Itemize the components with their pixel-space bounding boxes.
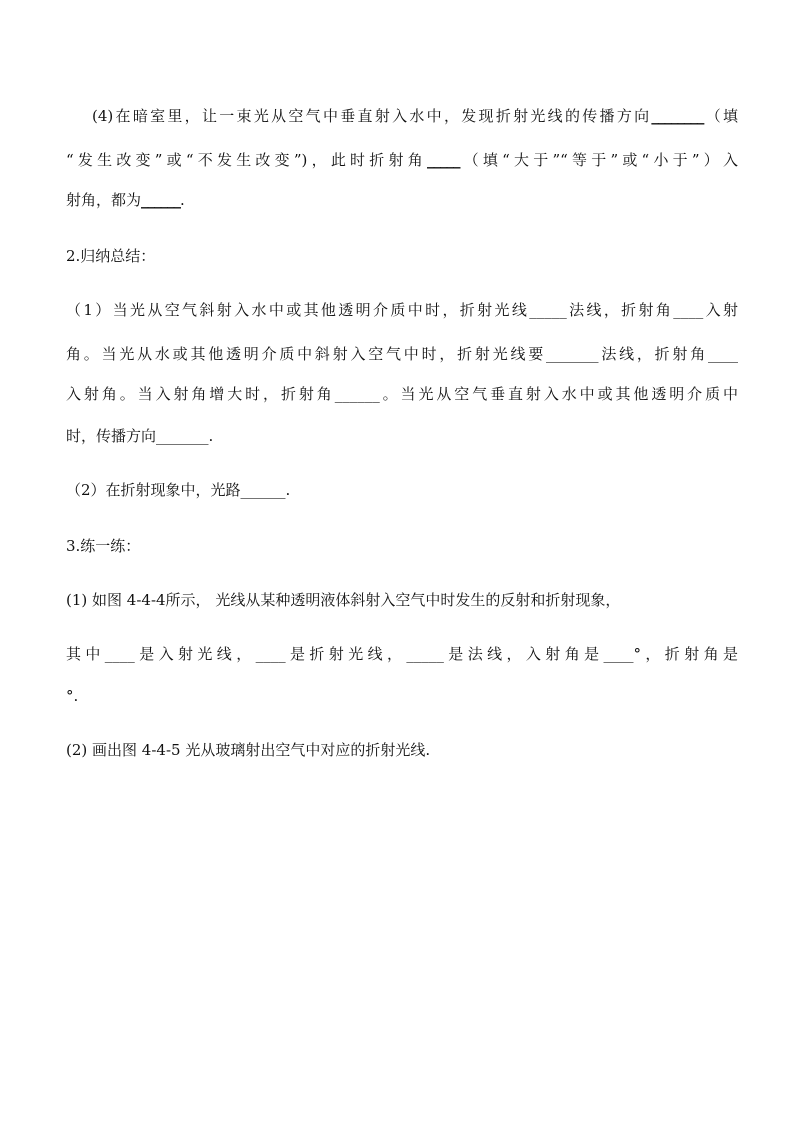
section-4-line-3 [66,190,738,210]
section-4-line-1-text: (4)在暗室里，让一束光从空气中垂直射入水中，发现折射光线的传播方向 [92,107,652,125]
summary-p1-line-1: （1）当光从空气斜射入水中或其他透明介质中时，折射光线_____法线，折射角____入射 [66,301,738,319]
practice-heading: 3.练一练： [66,537,141,555]
section-4-line-1-tail: （填 [703,107,738,125]
summary-heading: 2.归纳总结： [66,247,156,265]
section-4-line-1 [92,106,738,126]
section-4-line-2 [66,150,738,170]
section-4-line-3-text: 射角，都为 [66,191,142,209]
blank-direction: ________ [651,107,704,125]
blank-angle-compare: _____ [426,151,460,169]
section-4-line-3-tail: . [180,191,185,209]
summary-p1-line-3: 入射角。当入射角增大时，折射角______。当光从空气垂直射入水中或其他透明介质中 [66,385,738,403]
practice-q1-line-2: 其中____是入射光线，____是折射光线，_____是法线，入射角是____°，折射角是 [66,645,738,663]
practice-q1-line-1: (1) 如图 4-4-4所示， 光线从某种透明液体斜射入空气中时发生的反射和折射现象， [66,591,621,609]
summary-p2: （2）在折射现象中，光路______. [66,481,291,499]
summary-p1-line-4: 时，传播方向_______. [66,427,214,445]
section-4-line-2-text: “发生改变”或“不发生改变”)，此时折射角 [66,151,427,169]
blank-angle-value: ______ [141,191,181,209]
practice-q2: (2) 画出图 4-4-5 光从玻璃射出空气中对应的折射光线. [66,741,431,759]
section-4-line-2-tail: （填“大于”“等于”或“小于”）入 [459,151,738,169]
practice-q1-line-3: °. [66,687,79,705]
summary-p1-line-2: 角。当光从水或其他透明介质中斜射入空气中时，折射光线要_______法线，折射角____ [66,345,738,363]
